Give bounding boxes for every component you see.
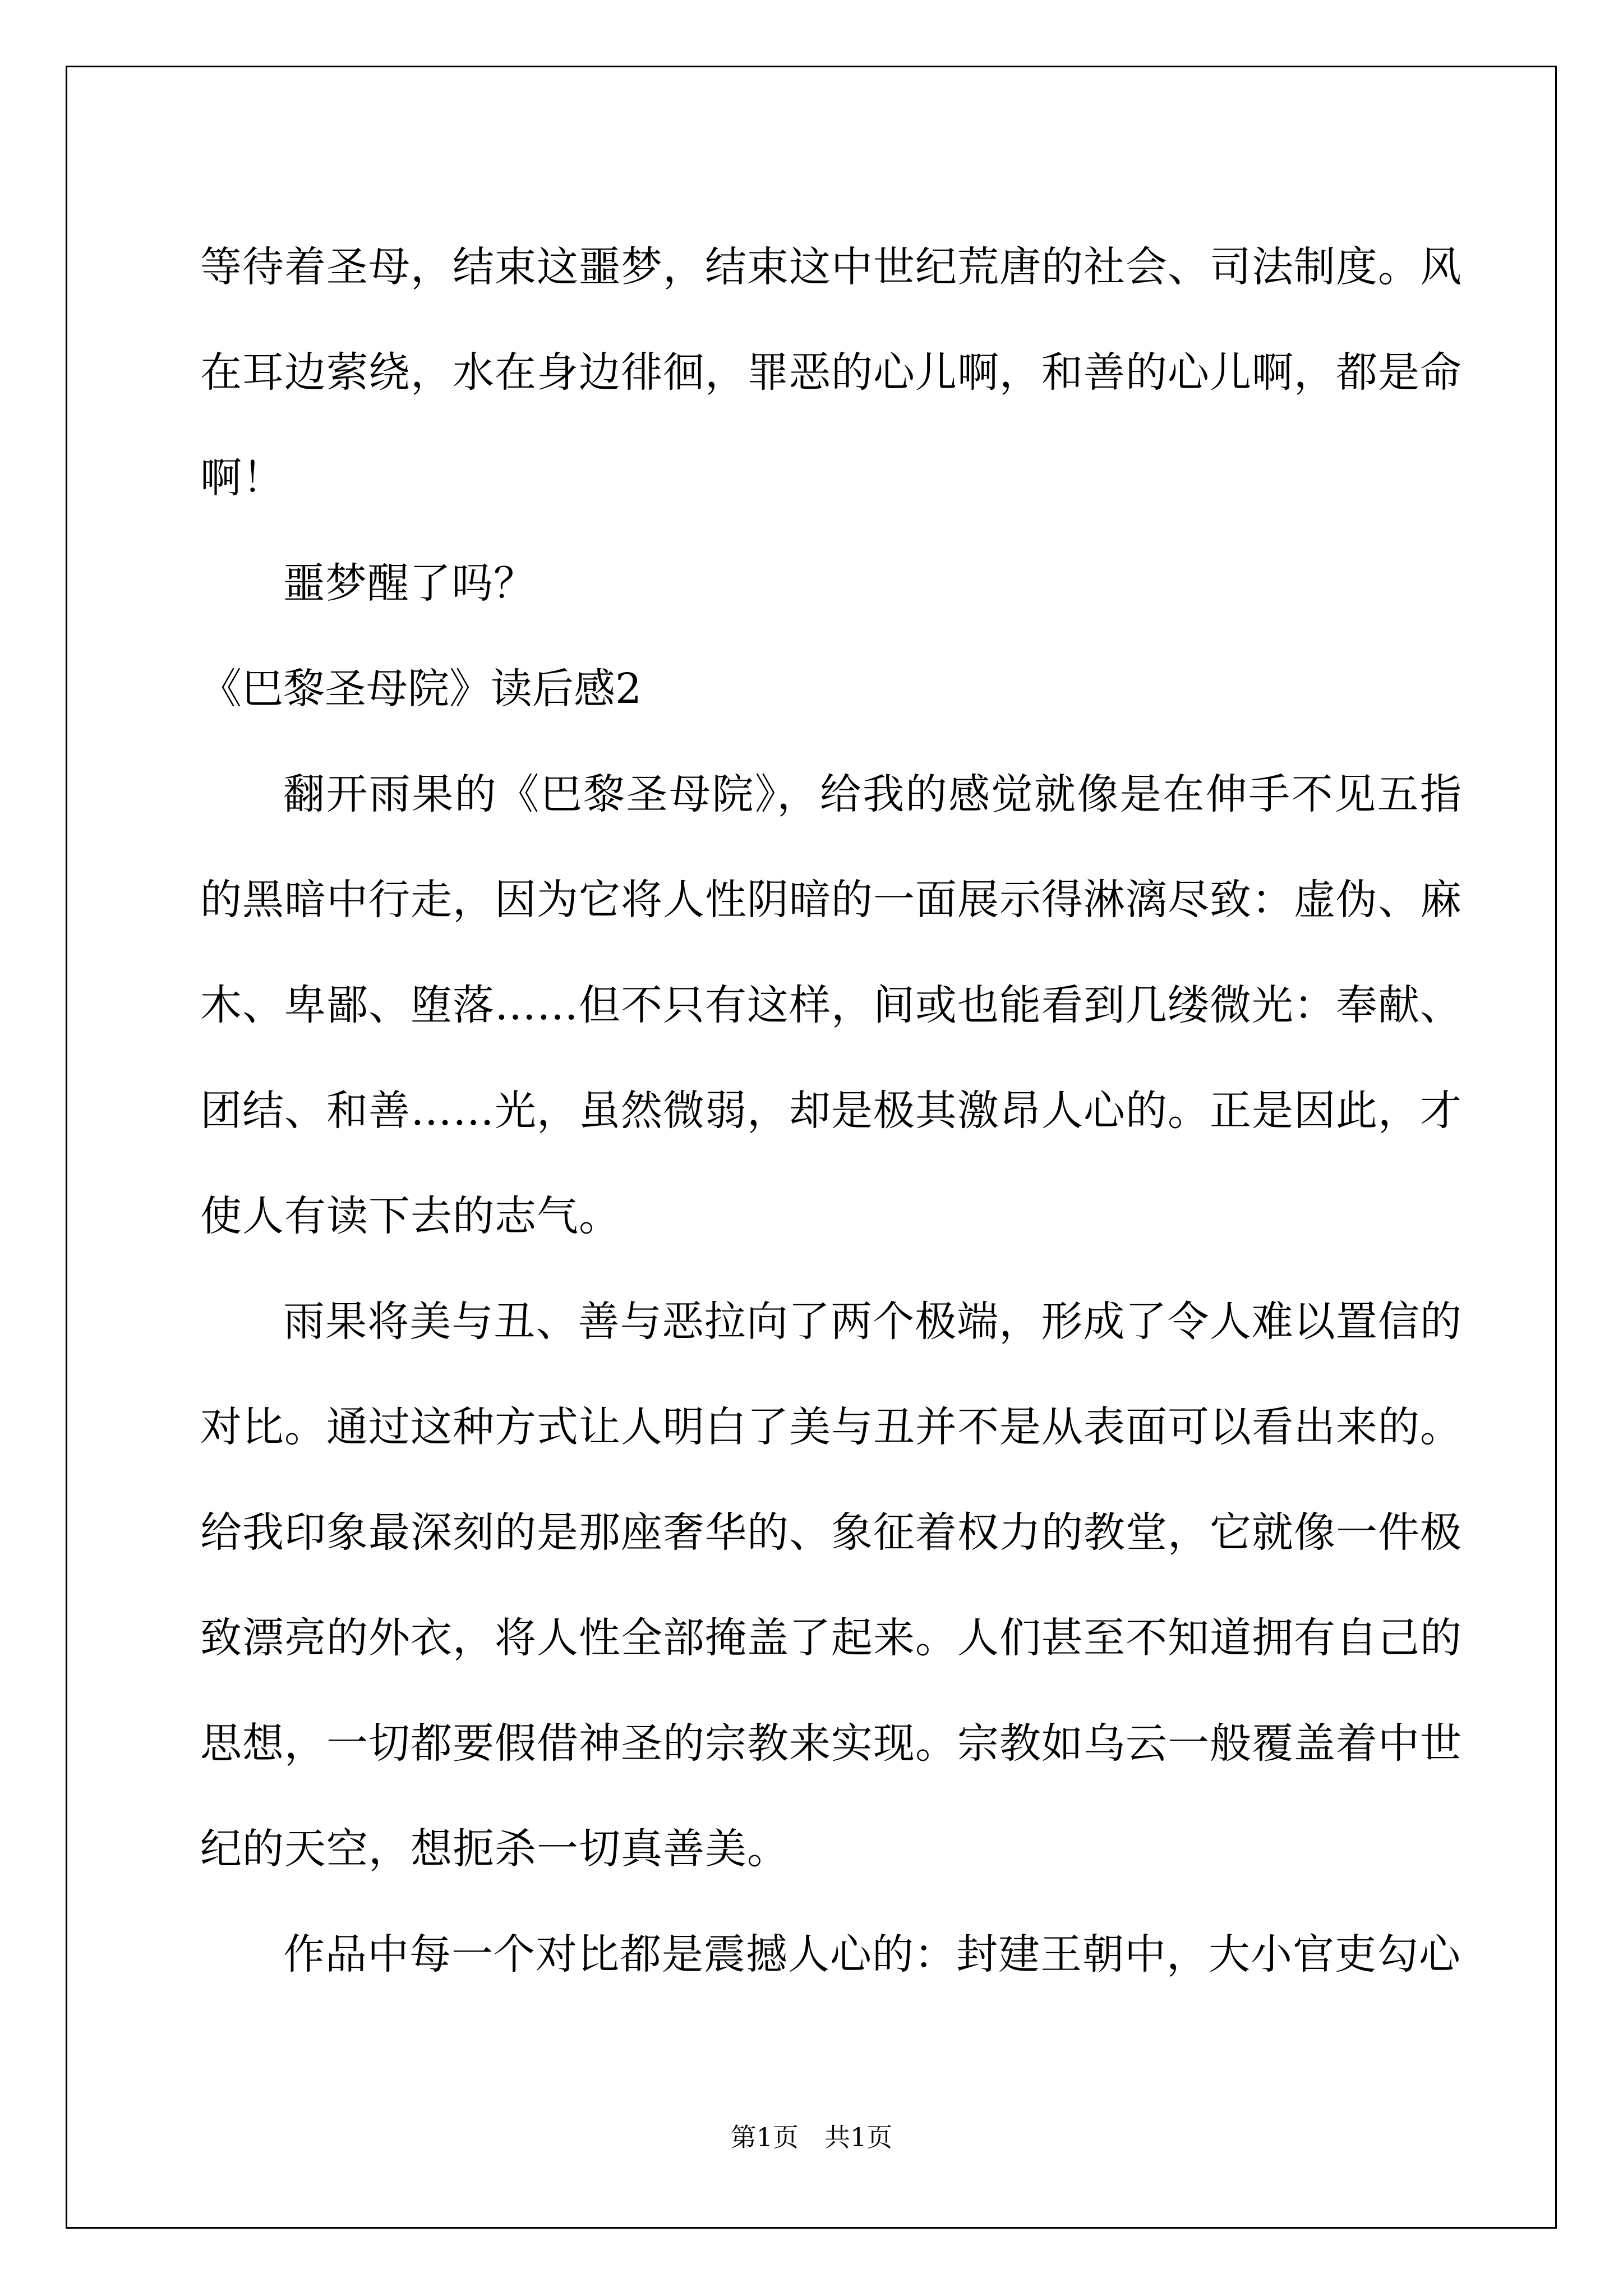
page-footer: 第1页 共1页 <box>730 2122 893 2152</box>
section-title: 《巴黎圣母院》读后感2 <box>200 665 642 713</box>
paragraph-question: 噩梦醒了吗？ <box>283 559 536 608</box>
paragraph-continuation: 等待着圣母，结束这噩梦，结束这中世纪荒唐的社会、司法制度。风在耳边萦绕，水在身边徘徊，罪恶的心儿啊，和善的心儿啊，都是命啊！ <box>200 243 1462 502</box>
paragraph-contrast: 雨果将美与丑、善与恶拉向了两个极端，形成了令人难以置信的对比。通过这种方式让人明白了美与丑并不是从表面可以看出来的。给我印象最深刻的是那座奢华的、象征着权力的教堂，它就像一件极致漂亮的外衣，将人性全部掩盖了起来。人们甚至不知道拥有自己的思想，一切都要假借神圣的宗教来实现。宗教如乌云一般覆盖着中世纪的天空，想扼杀一切真善美。 <box>200 1297 1462 1873</box>
paragraph-comparison: 作品中每一个对比都是震撼人心的：封建王朝中，大小官吏勾心 <box>283 1930 1461 1978</box>
document-body <box>200 214 1462 2007</box>
paragraph-intro: 翻开雨果的《巴黎圣母院》，给我的感觉就像是在伸手不见五指的黑暗中行走，因为它将人性阴暗的一面展示得淋漓尽致：虚伪、麻木、卑鄙、堕落……但不只有这样，间或也能看到几缕微光：奉献、团结、和善……光，虽然微弱，却是极其激昂人心的。正是因此，才使人有读下去的志气。 <box>200 770 1462 1240</box>
